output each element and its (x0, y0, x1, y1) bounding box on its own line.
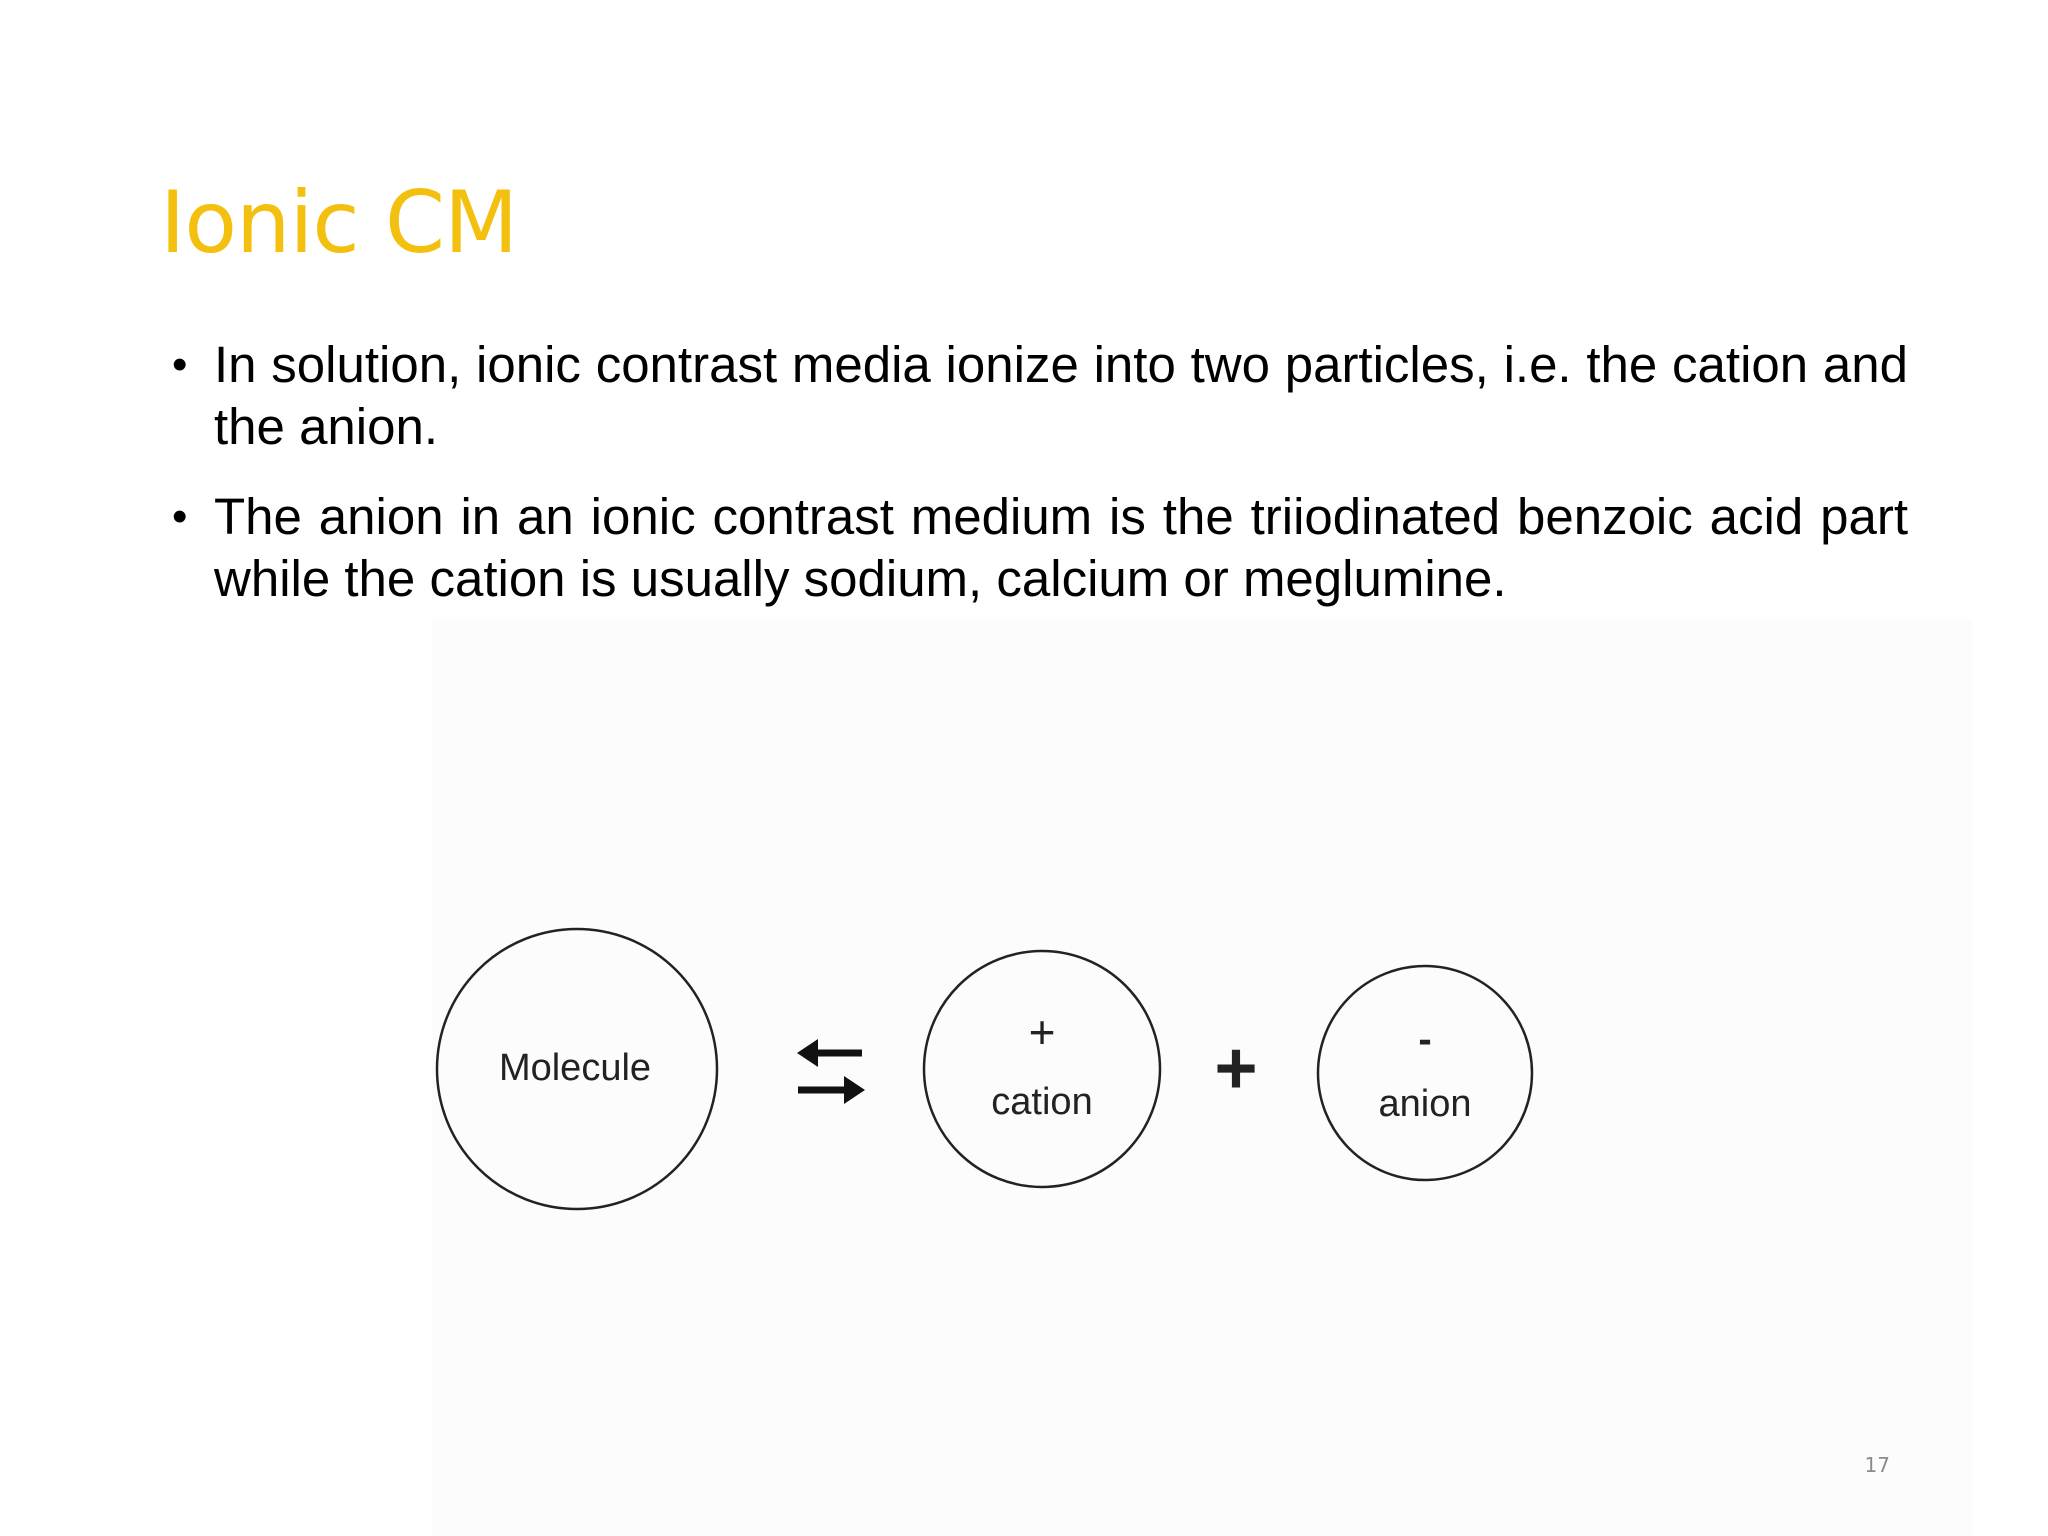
cation-label: cation (991, 1081, 1093, 1124)
bullet-dot-icon: • (172, 340, 188, 389)
cation-circle (924, 951, 1160, 1187)
bullet-text: The anion in an ionic contrast medium is the triiodinated benzoic acid part while the cation is usually sodium, calcium or meglumine. (214, 488, 1908, 607)
bullet-text: In solution, ionic contrast media ionize into two particles, i.e. the cation and the anion. (214, 336, 1908, 455)
plus-sign: + (1214, 1026, 1258, 1110)
equilibrium-arrows-icon (797, 1039, 865, 1104)
molecule-label: Molecule (498, 1047, 652, 1090)
bullet-dot-icon: • (172, 492, 188, 541)
slide-title: Ionic CM (160, 173, 518, 273)
anion-circle (1318, 966, 1532, 1180)
anion-label: anion (1378, 1083, 1472, 1126)
page-number: 17 (1864, 1453, 1890, 1477)
anion-sign: - (1418, 1017, 1432, 1062)
cation-sign: + (1028, 1006, 1056, 1059)
